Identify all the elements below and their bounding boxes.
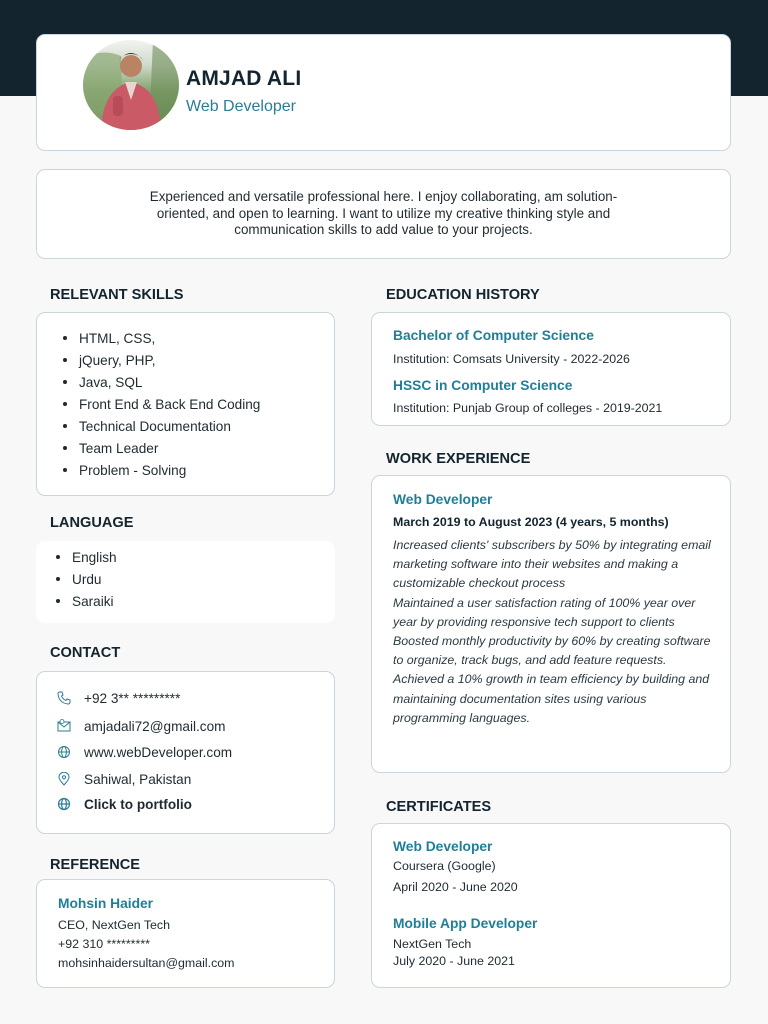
profile-photo bbox=[83, 40, 179, 130]
email-icon bbox=[57, 719, 71, 733]
work-bullet: Increased clients' subscribers by 50% by integrating email marketing software into their websites and making a customizable checkout process bbox=[393, 538, 711, 591]
contact-website-row[interactable] bbox=[57, 743, 232, 761]
candidate-name: AMJAD ALI bbox=[186, 67, 302, 90]
work-description bbox=[393, 536, 718, 728]
work-period: March 2019 to August 2023 (4 years, 5 months) bbox=[393, 515, 669, 529]
header-card bbox=[36, 34, 731, 151]
reference-position: CEO, NextGen Tech bbox=[58, 918, 171, 932]
certificate-issuer: NextGen Tech bbox=[393, 937, 472, 951]
certificate-title: Mobile App Developer bbox=[393, 916, 538, 931]
list-item: Front End & Back End Coding bbox=[59, 394, 260, 416]
contact-email: amjadali72@gmail.com bbox=[84, 718, 226, 734]
skills-list bbox=[59, 328, 260, 482]
education-degree: Bachelor of Computer Science bbox=[393, 328, 594, 343]
list-item: HTML, CSS, bbox=[59, 328, 260, 350]
language-heading: LANGUAGE bbox=[50, 515, 134, 531]
contact-email-row[interactable] bbox=[57, 717, 226, 735]
work-bullet: Achieved a 10% growth in team efficiency by building and maintaining documentation sites using various programming languages. bbox=[393, 672, 710, 725]
list-item: Technical Documentation bbox=[59, 416, 260, 438]
location-pin-icon bbox=[57, 772, 71, 786]
phone-icon bbox=[57, 691, 71, 705]
education-institution: Institution: Punjab Group of colleges - 2019-2021 bbox=[393, 401, 663, 415]
contact-location: Sahiwal, Pakistan bbox=[84, 771, 192, 787]
education-degree: HSSC in Computer Science bbox=[393, 378, 573, 393]
work-role: Web Developer bbox=[393, 492, 493, 507]
reference-email[interactable]: mohsinhaidersultan@gmail.com bbox=[58, 956, 235, 970]
work-bullet: Boosted monthly productivity by 60% by creating software to organize, track bugs, and add feature requests. bbox=[393, 634, 711, 668]
reference-heading: REFERENCE bbox=[50, 857, 141, 873]
education-heading: EDUCATION HISTORY bbox=[386, 287, 540, 303]
certificate-dates: April 2020 - June 2020 bbox=[393, 880, 518, 894]
work-card bbox=[371, 475, 731, 773]
work-heading: WORK EXPERIENCE bbox=[386, 451, 531, 467]
contact-website: www.webDeveloper.com bbox=[84, 744, 233, 760]
skills-card bbox=[36, 312, 335, 496]
list-item: English bbox=[52, 547, 117, 569]
list-item: jQuery, PHP, bbox=[59, 350, 260, 372]
list-item: Team Leader bbox=[59, 438, 260, 460]
contact-card bbox=[36, 671, 335, 834]
reference-name: Mohsin Haider bbox=[58, 896, 154, 911]
candidate-title: Web Developer bbox=[186, 98, 296, 115]
list-item: Java, SQL bbox=[59, 372, 260, 394]
reference-phone: +92 310 ********* bbox=[58, 937, 150, 951]
contact-phone-row[interactable] bbox=[57, 689, 180, 707]
portfolio-link-text[interactable]: Click to portfolio bbox=[84, 796, 192, 812]
list-item: Urdu bbox=[52, 569, 117, 591]
certificate-dates: July 2020 - June 2021 bbox=[393, 954, 515, 968]
list-item: Saraiki bbox=[52, 591, 117, 613]
portfolio-link[interactable] bbox=[57, 795, 192, 813]
language-box bbox=[36, 541, 335, 623]
language-list bbox=[52, 547, 117, 613]
contact-phone: +92 3** ********* bbox=[84, 690, 181, 706]
education-institution: Institution: Comsats University - 2022-2026 bbox=[393, 352, 630, 366]
globe-icon bbox=[57, 797, 71, 811]
summary-card bbox=[36, 169, 731, 259]
summary-text: Experienced and versatile professional here. I enjoy collaborating, am solution-oriented, and open to learning. I want to utilize my creative thinking style and communication skills to add value to your projects. bbox=[149, 189, 618, 237]
certificate-issuer: Coursera (Google) bbox=[393, 859, 496, 873]
reference-card bbox=[36, 879, 335, 988]
contact-location-row bbox=[57, 770, 191, 788]
certificate-title: Web Developer bbox=[393, 839, 493, 854]
work-bullet: Maintained a user satisfaction rating of 100% year over year by providing responsive tech support to clients bbox=[393, 595, 696, 629]
certificates-card bbox=[371, 823, 731, 988]
skills-heading: RELEVANT SKILLS bbox=[50, 287, 184, 303]
contact-heading: CONTACT bbox=[50, 645, 121, 661]
list-item: Problem - Solving bbox=[59, 460, 260, 482]
education-card bbox=[371, 312, 731, 426]
certificates-heading: CERTIFICATES bbox=[386, 799, 492, 815]
globe-icon bbox=[57, 745, 71, 759]
